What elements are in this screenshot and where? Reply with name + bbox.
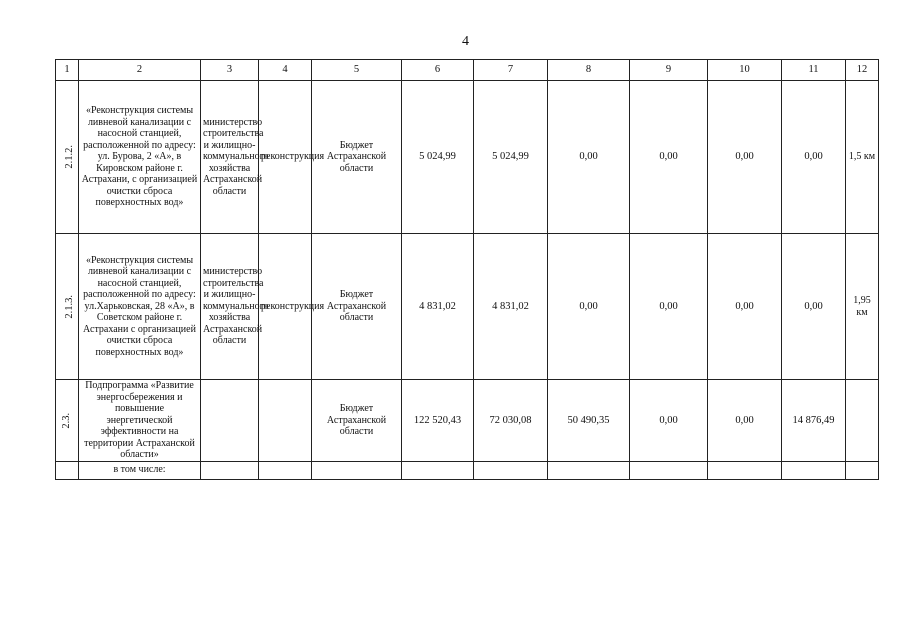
value-cell: 0,00 <box>782 81 846 234</box>
value-cell: 14 876,49 <box>782 380 846 462</box>
header-cell: 6 <box>402 60 474 81</box>
value-cell: 4 831,02 <box>474 234 548 380</box>
table-row <box>56 380 879 462</box>
header-cell: 7 <box>474 60 548 81</box>
value-cell: 0,00 <box>708 81 782 234</box>
header-cell: 5 <box>312 60 402 81</box>
work-type: реконструкция <box>259 234 312 380</box>
project-name: «Реконструкция системы ливневой канализации с насосной станцией, расположенной по адресу: ул. Бурова, 2 «А», в Кировском районе г. Астрахани, с организацией очистки сброса поверхностных вод» <box>79 81 201 234</box>
value-cell: 0,00 <box>630 380 708 462</box>
executor: министерство строительства и жилищно-коммунального хозяйства Астраханской области <box>201 234 259 380</box>
header-cell: 12 <box>846 60 879 81</box>
value-cell: 0,00 <box>708 234 782 380</box>
funding-source: Бюджет Астраханской области <box>312 380 402 462</box>
header-cell: 10 <box>708 60 782 81</box>
value-cell: 0,00 <box>630 81 708 234</box>
work-type: реконструкция <box>259 81 312 234</box>
value-cell <box>548 461 630 479</box>
table-row <box>56 81 879 234</box>
table-row <box>56 234 879 380</box>
row-number-cell <box>56 461 79 479</box>
project-name: Подпрограмма «Развитие энергосбережения и повышение энергетической эффективности на территории Астраханской области» <box>79 380 201 462</box>
value-cell: 0,00 <box>708 380 782 462</box>
length-cell <box>846 461 879 479</box>
table-row <box>56 461 879 479</box>
value-cell: 5 024,99 <box>402 81 474 234</box>
project-name: в том числе: <box>79 461 201 479</box>
project-name: «Реконструкция системы ливневой канализации с насосной станцией, расположенной по адресу: ул.Харьковская, 28 «А», в Советском районе г. Астрахани с организацией очистки сброса поверхностных вод» <box>79 234 201 380</box>
value-cell: 4 831,02 <box>402 234 474 380</box>
executor <box>201 461 259 479</box>
header-row <box>56 60 879 81</box>
program-table <box>55 59 879 480</box>
value-cell <box>402 461 474 479</box>
value-cell <box>708 461 782 479</box>
row-number: 2.1.3. <box>64 294 76 319</box>
funding-source: Бюджет Астраханской области <box>312 234 402 380</box>
funding-source <box>312 461 402 479</box>
length-cell <box>846 380 879 462</box>
work-type <box>259 380 312 462</box>
row-number: 2.1.2. <box>64 145 76 169</box>
header-cell: 1 <box>56 60 79 81</box>
executor: министерство строительства и жилищно-коммунального хозяйства Астраханской области <box>201 81 259 234</box>
value-cell: 0,00 <box>782 234 846 380</box>
value-cell: 50 490,35 <box>548 380 630 462</box>
header-cell: 3 <box>201 60 259 81</box>
header-cell: 11 <box>782 60 846 81</box>
value-cell: 5 024,99 <box>474 81 548 234</box>
row-number-cell <box>56 380 79 462</box>
value-cell <box>630 461 708 479</box>
value-cell: 122 520,43 <box>402 380 474 462</box>
header-cell: 8 <box>548 60 630 81</box>
row-number: 2.3. <box>61 412 73 429</box>
header-cell: 9 <box>630 60 708 81</box>
length-cell: 1,95 км <box>846 234 879 380</box>
row-number-cell <box>56 81 79 234</box>
header-cell: 4 <box>259 60 312 81</box>
value-cell <box>782 461 846 479</box>
length-cell: 1,5 км <box>846 81 879 234</box>
funding-source: Бюджет Астраханской области <box>312 81 402 234</box>
executor <box>201 380 259 462</box>
work-type <box>259 461 312 479</box>
row-number-cell <box>56 234 79 380</box>
value-cell: 0,00 <box>630 234 708 380</box>
value-cell: 0,00 <box>548 81 630 234</box>
page-number: 4 <box>462 34 469 49</box>
value-cell: 72 030,08 <box>474 380 548 462</box>
value-cell: 0,00 <box>548 234 630 380</box>
header-cell: 2 <box>79 60 201 81</box>
value-cell <box>474 461 548 479</box>
